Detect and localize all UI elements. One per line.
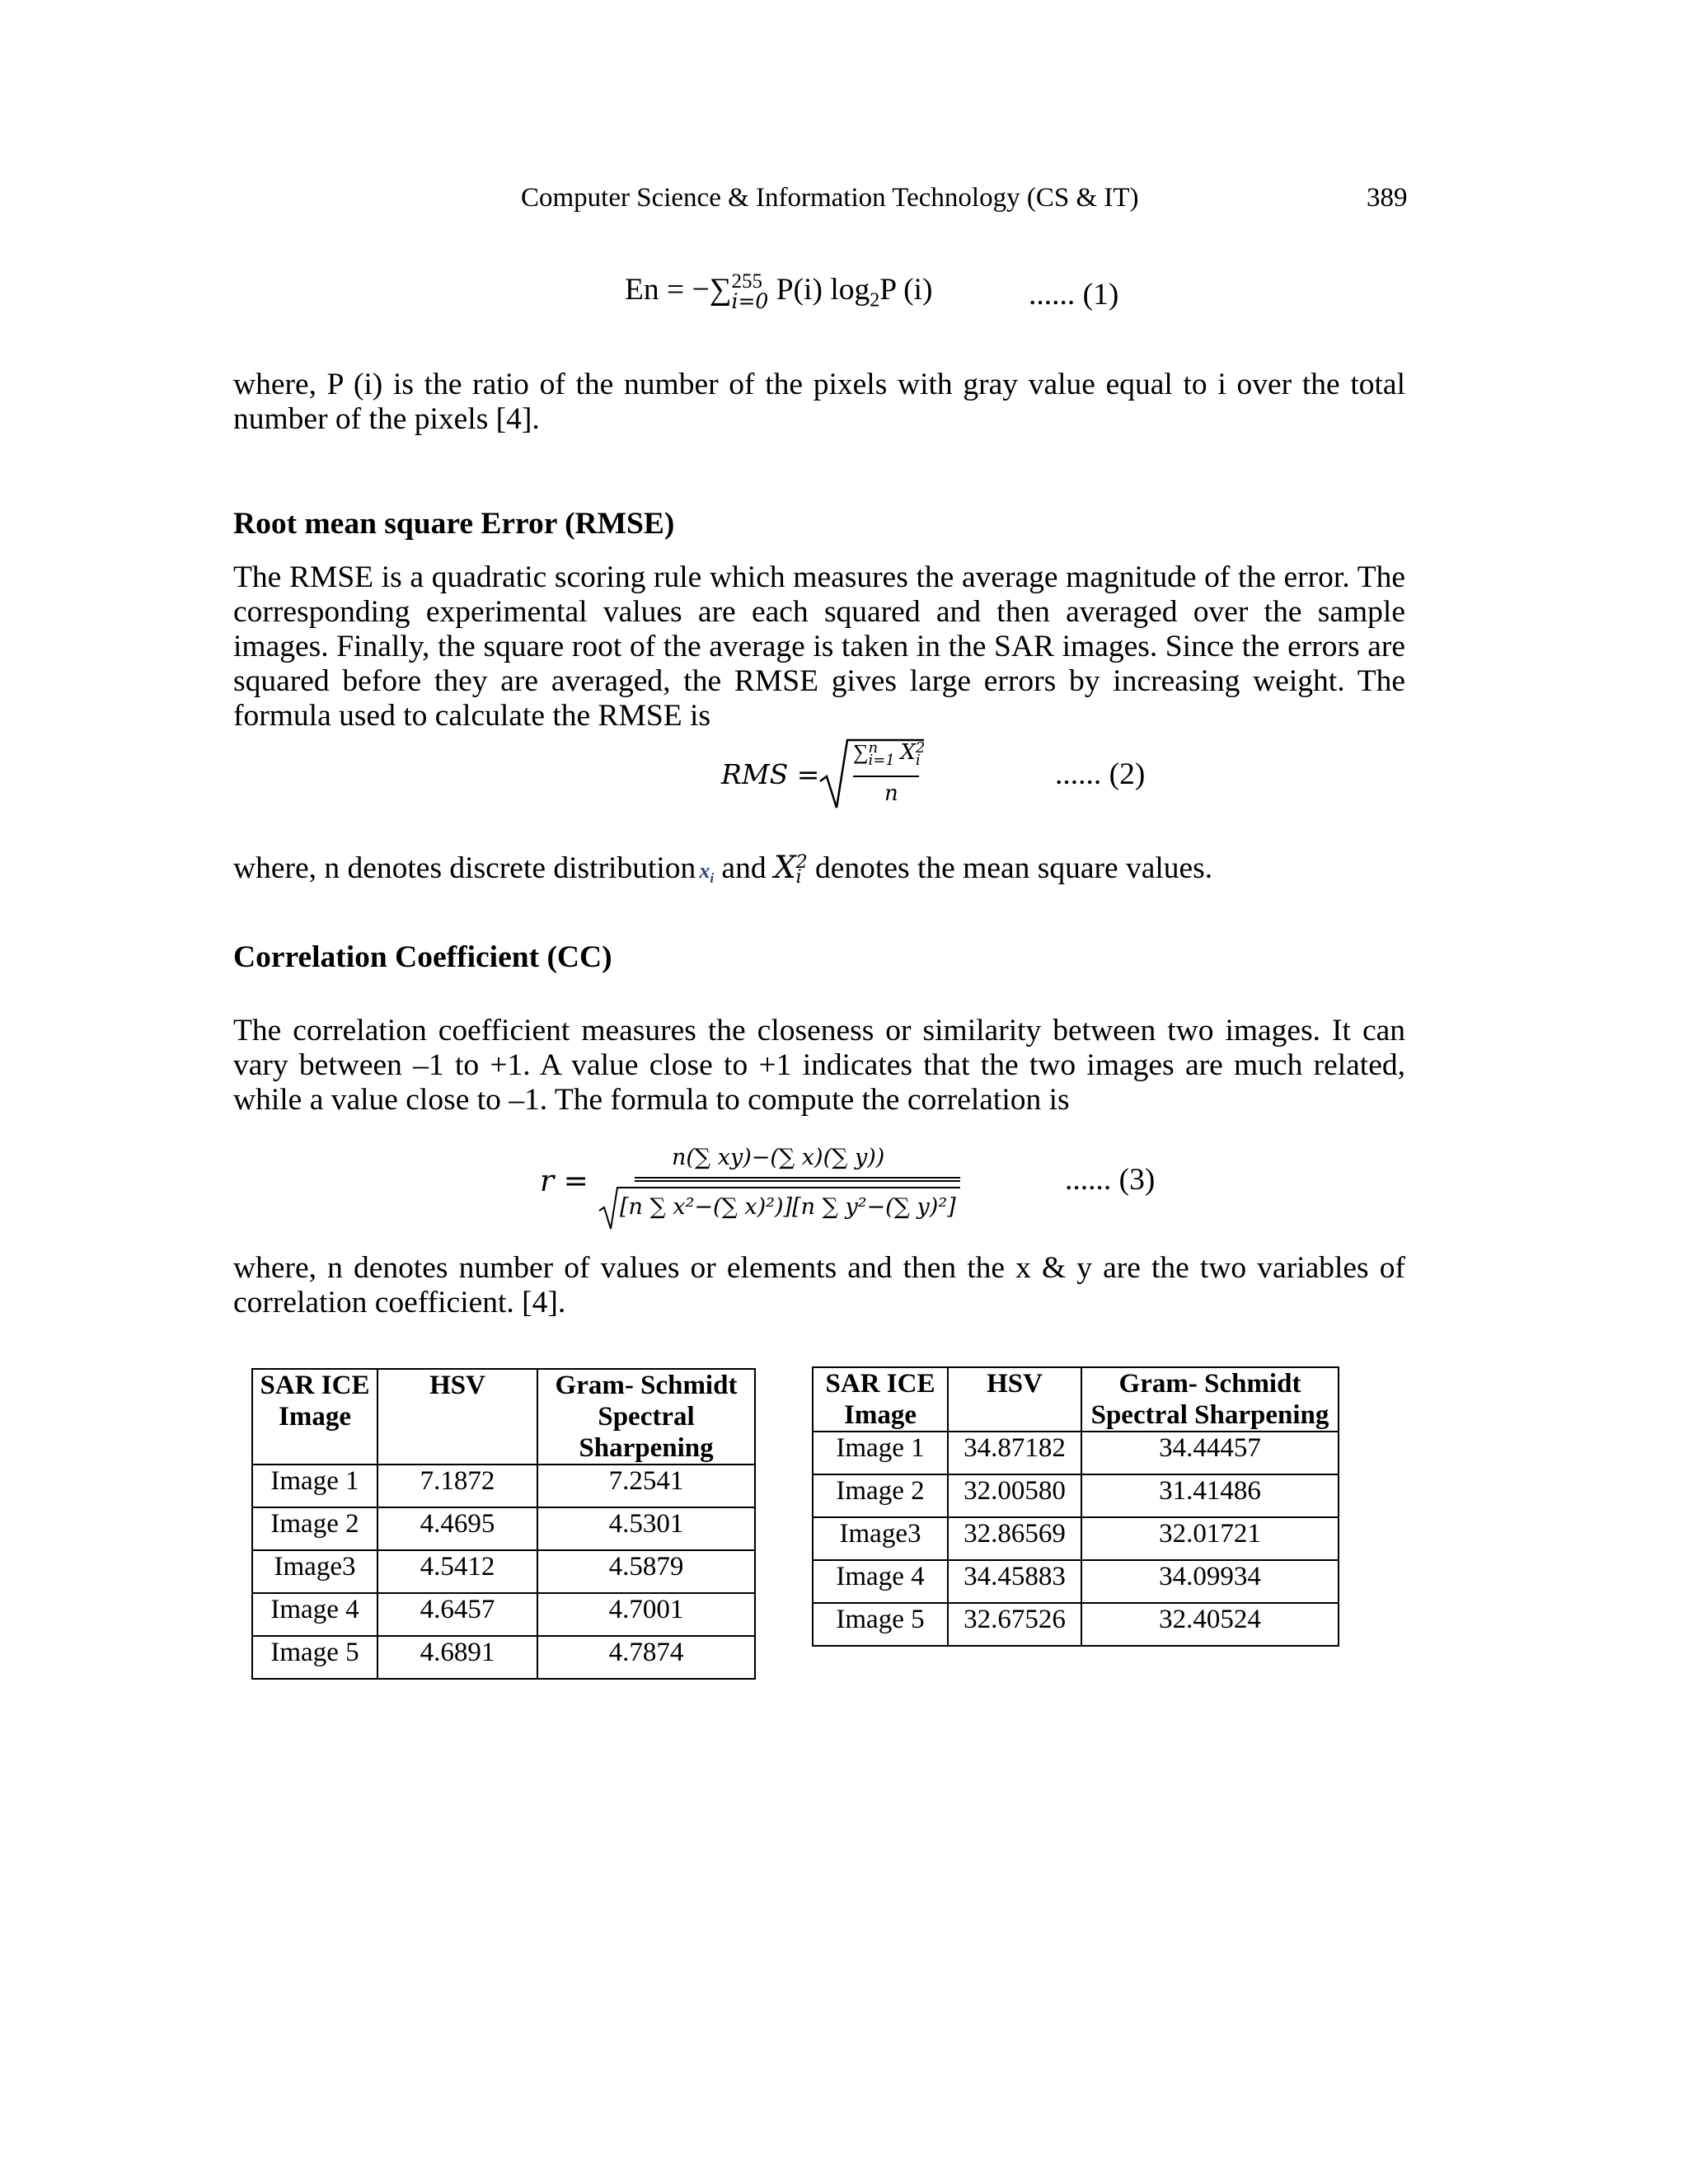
cell: 4.5879	[537, 1550, 755, 1593]
eq2-var: X	[900, 739, 916, 765]
table-header-row	[252, 1369, 755, 1465]
X-letter: X	[773, 849, 796, 885]
eq1-sum: ∑	[709, 273, 732, 307]
cell: Image 5	[813, 1603, 948, 1646]
eq2-numerator	[853, 739, 926, 769]
cell: 31.41486	[1081, 1474, 1339, 1517]
paragraph-cc: The correlation coefficient measures the closeness or similarity between two images. It can vary between –1 to +1. A value close to +1 indicates that the two images are much related, while a value close to –1. The formula to compute the correlation is	[233, 1014, 1405, 1117]
equation-1	[625, 272, 932, 312]
cell: 7.2541	[537, 1465, 755, 1507]
xi-letter: x	[699, 859, 710, 883]
X-inline-symbol	[773, 849, 808, 888]
cell: Image 5	[252, 1636, 377, 1679]
cell: 4.5301	[537, 1507, 755, 1550]
cell: 34.44457	[1081, 1432, 1339, 1474]
equation-2-number: ...... (2)	[1055, 757, 1146, 791]
cell: Image 1	[252, 1465, 377, 1507]
table-row	[252, 1636, 755, 1679]
cell: 4.7001	[537, 1593, 755, 1636]
where2-c: denotes the mean square values.	[807, 851, 1213, 885]
eq2-var-sup: 2	[915, 739, 926, 757]
col-header-hsv: HSV	[948, 1367, 1081, 1432]
cell: 34.09934	[1081, 1560, 1339, 1603]
cell: Image 2	[813, 1474, 948, 1517]
eq1-sub: 2	[870, 289, 880, 312]
eq2-sum: ∑	[853, 739, 869, 764]
eq1-lhs: En = −	[625, 273, 710, 307]
col-header-sar: SAR ICE Image	[813, 1367, 948, 1432]
eq3-lhs: r =	[540, 1165, 588, 1198]
table-row	[252, 1593, 755, 1636]
eq2-lhs: RMS =	[721, 758, 820, 790]
cell: 32.86569	[948, 1517, 1081, 1560]
table-row	[252, 1465, 755, 1507]
cell: 32.01721	[1081, 1517, 1339, 1560]
cell: Image 4	[252, 1593, 377, 1636]
table-row	[813, 1560, 1339, 1603]
eq1-sum-lower: i=0	[731, 289, 769, 314]
table-row	[813, 1432, 1339, 1474]
eq3-denominator: [n ∑ x²−(∑ x)²)][n ∑ y²−(∑ y)²]	[620, 1194, 956, 1220]
cell: 4.6457	[377, 1593, 537, 1636]
cell: 34.45883	[948, 1560, 1081, 1603]
where2-a: where, n denotes discrete distribution	[233, 851, 696, 885]
col-header-gram-schmidt: Gram- Schmidt Spectral Sharpening	[537, 1369, 755, 1465]
equation-3	[536, 1141, 964, 1232]
table-row	[813, 1603, 1339, 1646]
cell: 4.7874	[537, 1636, 755, 1679]
results-table-1	[251, 1368, 756, 1680]
eq1-rhs-b: P (i)	[879, 273, 933, 307]
equation-3-number: ...... (3)	[1065, 1163, 1156, 1197]
table-row	[813, 1517, 1339, 1560]
results-table-2	[812, 1366, 1339, 1647]
table-row	[252, 1550, 755, 1593]
cell: Image 1	[813, 1432, 948, 1474]
cell: 32.40524	[1081, 1603, 1339, 1646]
table-row	[252, 1507, 755, 1550]
table-row	[813, 1474, 1339, 1517]
eq2-sum-lower: i=1	[868, 752, 895, 769]
xi-subscript: i	[710, 870, 715, 887]
paragraph-rms-where	[233, 849, 1212, 887]
table-header-row	[813, 1367, 1339, 1432]
heading-rmse: Root mean square Error (RMSE)	[233, 507, 675, 541]
equation-1-number: ...... (1)	[1029, 278, 1119, 312]
where2-b: and	[714, 851, 774, 885]
cell: 7.1872	[377, 1465, 537, 1507]
eq3-numerator: n(∑ xy)−(∑ x)(∑ y))	[672, 1145, 885, 1170]
eq2-denominator: n	[884, 781, 898, 806]
eq1-sum-upper: 255	[731, 270, 762, 293]
cell: Image3	[252, 1550, 377, 1593]
cell: Image 4	[813, 1560, 948, 1603]
cell: Image3	[813, 1517, 948, 1560]
running-title: Computer Science & Information Technology (CS & IT)	[521, 183, 1139, 213]
paragraph-cc-where: where, n denotes number of values or elements and then the x & y are the two variables of correlation coefficient. [4].	[233, 1251, 1405, 1319]
col-header-sar: SAR ICE Image	[252, 1369, 377, 1465]
paragraph-rmse: The RMSE is a quadratic scoring rule which measures the average magnitude of the error. The corresponding experimental values are each squared and then averaged over the sample images. Finally, the square root of the average is taken in the SAR images. Since the errors are squared before they are averaged, the RMSE gives large errors by increasing weight. The formula used to calculate the RMSE is	[233, 560, 1405, 733]
eq2-sum-upper: n	[868, 739, 879, 757]
cell: Image 2	[252, 1507, 377, 1550]
equation-2	[721, 733, 927, 816]
xi-inline-symbol	[699, 859, 715, 887]
eq1-rhs-a: P(i) log	[768, 273, 870, 307]
cell: 32.00580	[948, 1474, 1081, 1517]
cell: 32.67526	[948, 1603, 1081, 1646]
cell: 4.4695	[377, 1507, 537, 1550]
eq2-var-sub: i	[915, 752, 921, 769]
page-number: 389	[1367, 183, 1408, 213]
col-header-hsv: HSV	[377, 1369, 537, 1465]
col-header-gram-schmidt: Gram- Schmidt Spectral Sharpening	[1081, 1367, 1339, 1432]
paragraph-entropy-where: where, P (i) is the ratio of the number of the pixels with gray value equal to i over the total number of the pixels [4].	[233, 368, 1405, 436]
X-sub: i	[795, 866, 802, 888]
heading-cc: Correlation Coefficient (CC)	[233, 940, 612, 974]
cell: 4.6891	[377, 1636, 537, 1679]
cell: 34.87182	[948, 1432, 1081, 1474]
cell: 4.5412	[377, 1550, 537, 1593]
X-sup: 2	[795, 851, 808, 873]
